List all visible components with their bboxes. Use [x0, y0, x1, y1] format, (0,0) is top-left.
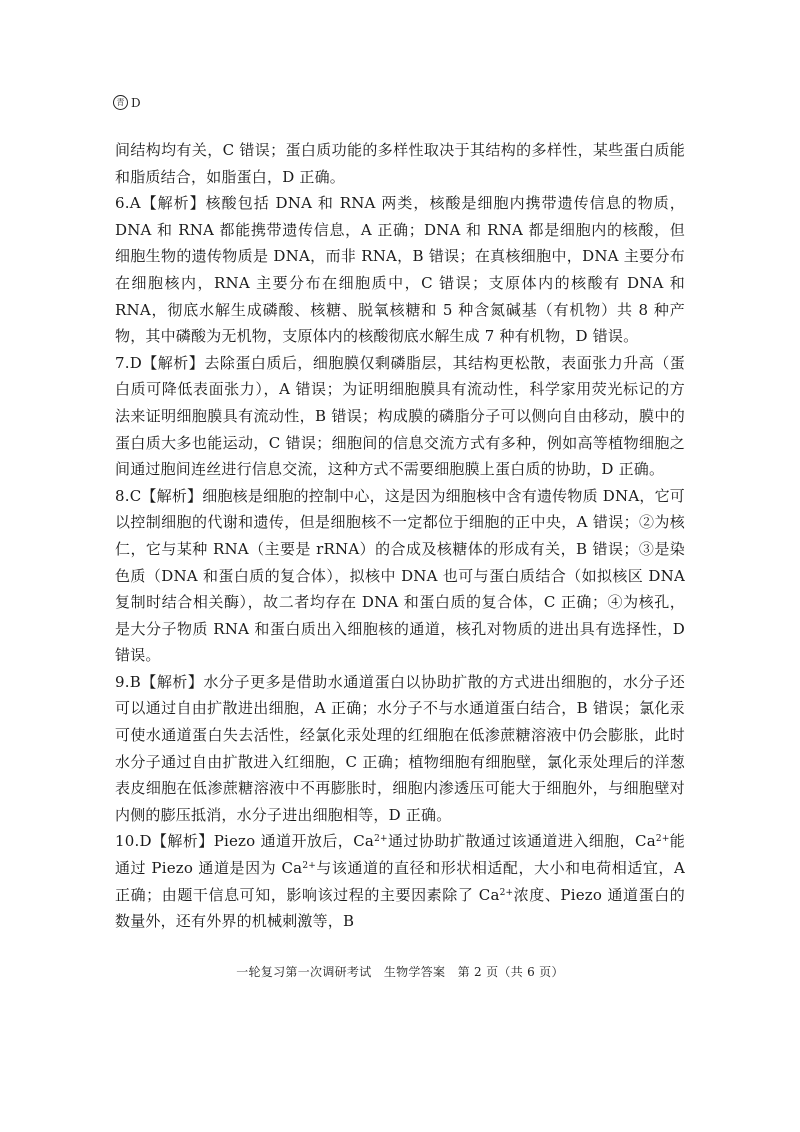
answer-10: 10.D【解析】Piezo 通道开放后，$Ca^{2+}$通过协助扩散通过该通道进入细胞，$Ca^{2+}$能通过 Piezo 通道是因为 $Ca^{2+}$与该通道的直径和形状相适配，大小和电荷相适宜，A 正确；由题干信息可知，影响该过程的主要因素除了 $Ca^{2+}$浓度、Piezo 通道蛋白的数量外，还有外界的机械刺激等，B: [115, 832, 686, 931]
answer-content: [115, 137, 685, 935]
answer-7: 7.D【解析】去除蛋白质后，细胞膜仅剩磷脂层，其结构更松散，表面张力升高（蛋白质可降低表面张力），A 错误；为证明细胞膜具有流动性，科学家用荧光标记的方法来证明细胞膜具有流动性，B 错误；构成膜的磷脂分子可以侧向自由移动，膜中的蛋白质大多也能运动，C 错误；细胞间的信息交流方式有多种，例如高等植物细胞之间通过胞间连丝进行信息交流，这种方式不需要细胞膜上蛋白质的协助，D 正确。: [115, 353, 685, 479]
answer-6: 6.A【解析】核酸包括 DNA 和 RNA 两类，核酸是细胞内携带遗传信息的物质，DNA 和 RNA 都能携带遗传信息，A 正确；DNA 和 RNA 都是细胞内的核酸，但细胞生物的遗传物质是 DNA，而非 RNA，B 错误；在真核细胞中，DNA 主要分布在细胞核内，RNA 主要分布在细胞质中，C 错误；支原体内的核酸有 DNA 和 RNA，彻底水解生成磷酸、核糖、脱氧核糖和 5 种含氮碱基（有机物）共 8 种产物，其中磷酸为无机物，支原体内的核酸彻底水解生成 7 种有机物，D 错误。: [115, 194, 685, 346]
header-label: D: [131, 95, 141, 110]
answer-8: 8.C【解析】细胞核是细胞的控制中心，这是因为细胞核中含有遗传物质 DNA，它可以控制细胞的代谢和遗传，但是细胞核不一定都位于细胞的正中央，A 错误；②为核仁，它与某种 RNA（主要是 rRNA）的合成及核糖体的形成有关，B 错误；③是染色质（DNA 和蛋白质的复合体），拟核中 DNA 也可与蛋白质结合（如拟核区 DNA 复制时结合相关酶），故二者均存在 DNA 和蛋白质的复合体，C 正确；④为核孔，是大分子物质 RNA 和蛋白质出入细胞核的通道，核孔对物质的进出具有选择性，D 错误。: [115, 486, 685, 665]
page-header: [113, 95, 141, 110]
answer-9: 9.B【解析】水分子更多是借助水通道蛋白以协助扩散的方式进出细胞的，水分子还可以通过自由扩散进出细胞，A 正确；水分子不与水通道蛋白结合，B 错误；氯化汞可使水通道蛋白失去活性，经氯化汞处理的红细胞在低渗蔗糖溶液中仍会膨胀，此时水分子通过自由扩散进入红细胞，C 正确；植物细胞有细胞壁，氯化汞处理后的洋葱表皮细胞在低渗蔗糖溶液中不再膨胀时，细胞内渗透压可能大于细胞外，与细胞壁对内侧的膨压抵消，水分子进出细胞相等，D 正确。: [115, 672, 685, 824]
page-footer: 一轮复习第一次调研考试 生物学答案 第 2 页（共 6 页）: [236, 965, 564, 979]
logo-icon: 青: [113, 95, 128, 110]
paragraph-continuation: 间结构均有关，C 错误；蛋白质功能的多样性取决于其结构的多样性，某些蛋白质能和脂质结合，如脂蛋白，D 正确。: [115, 141, 685, 186]
